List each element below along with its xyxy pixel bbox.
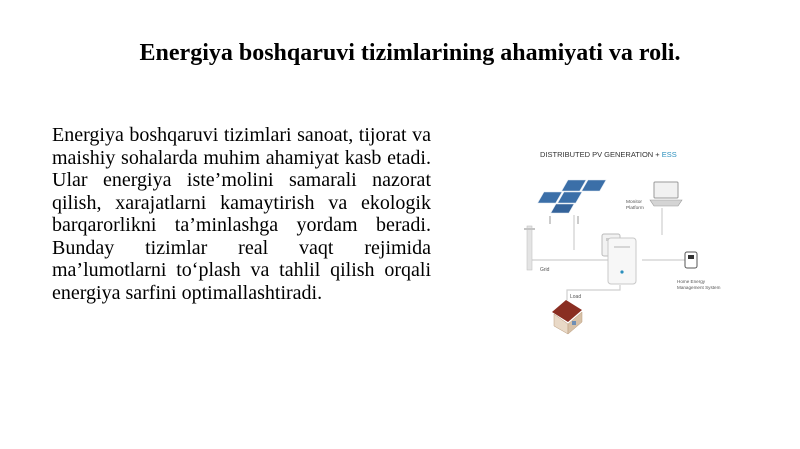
grid-label: Grid xyxy=(540,267,550,273)
monitor-label-line2: Platform xyxy=(626,206,644,211)
hems-label-line1: Home Energy xyxy=(677,279,706,284)
solar-panels xyxy=(538,180,606,224)
house-icon xyxy=(552,300,582,334)
diagram-heading-accent: ESS xyxy=(661,150,677,159)
slide-title: Energiya boshqaruvi tizimlarining ahamiyati va roli. xyxy=(139,40,681,66)
diagram-heading-main: DISTRIBUTED PV GENERATION + xyxy=(540,150,660,159)
monitor-platform-icon xyxy=(650,182,682,206)
pv-ess-diagram xyxy=(522,140,758,340)
home-energy-meter-icon xyxy=(685,252,697,268)
battery-storage-icon xyxy=(608,238,636,284)
slide-body-text: Energiya boshqaruvi tizimlari sanoat, tijorat va maishiy sohalarda muhim ahamiyat kasb etadi. Ular energiya iste’molini samarali nazorat qilish, xarajatlarni kamaytirish va ekologik barqarorlikni ta’minlashga yordam beradi. Bunday tizimlar real vaqt rejimida ma’lumotlarni to‘plash va tahlil qilish orqali energiya sarfini optimallashtiradi. xyxy=(52,124,431,304)
diagram-heading xyxy=(540,150,677,159)
grid-pole-icon xyxy=(524,226,535,270)
pv-ess-diagram-svg xyxy=(522,140,758,340)
hems-label-line2: Management System xyxy=(677,285,721,290)
monitor-label-line1: Monitor xyxy=(626,200,642,205)
load-label: Load xyxy=(570,294,582,300)
